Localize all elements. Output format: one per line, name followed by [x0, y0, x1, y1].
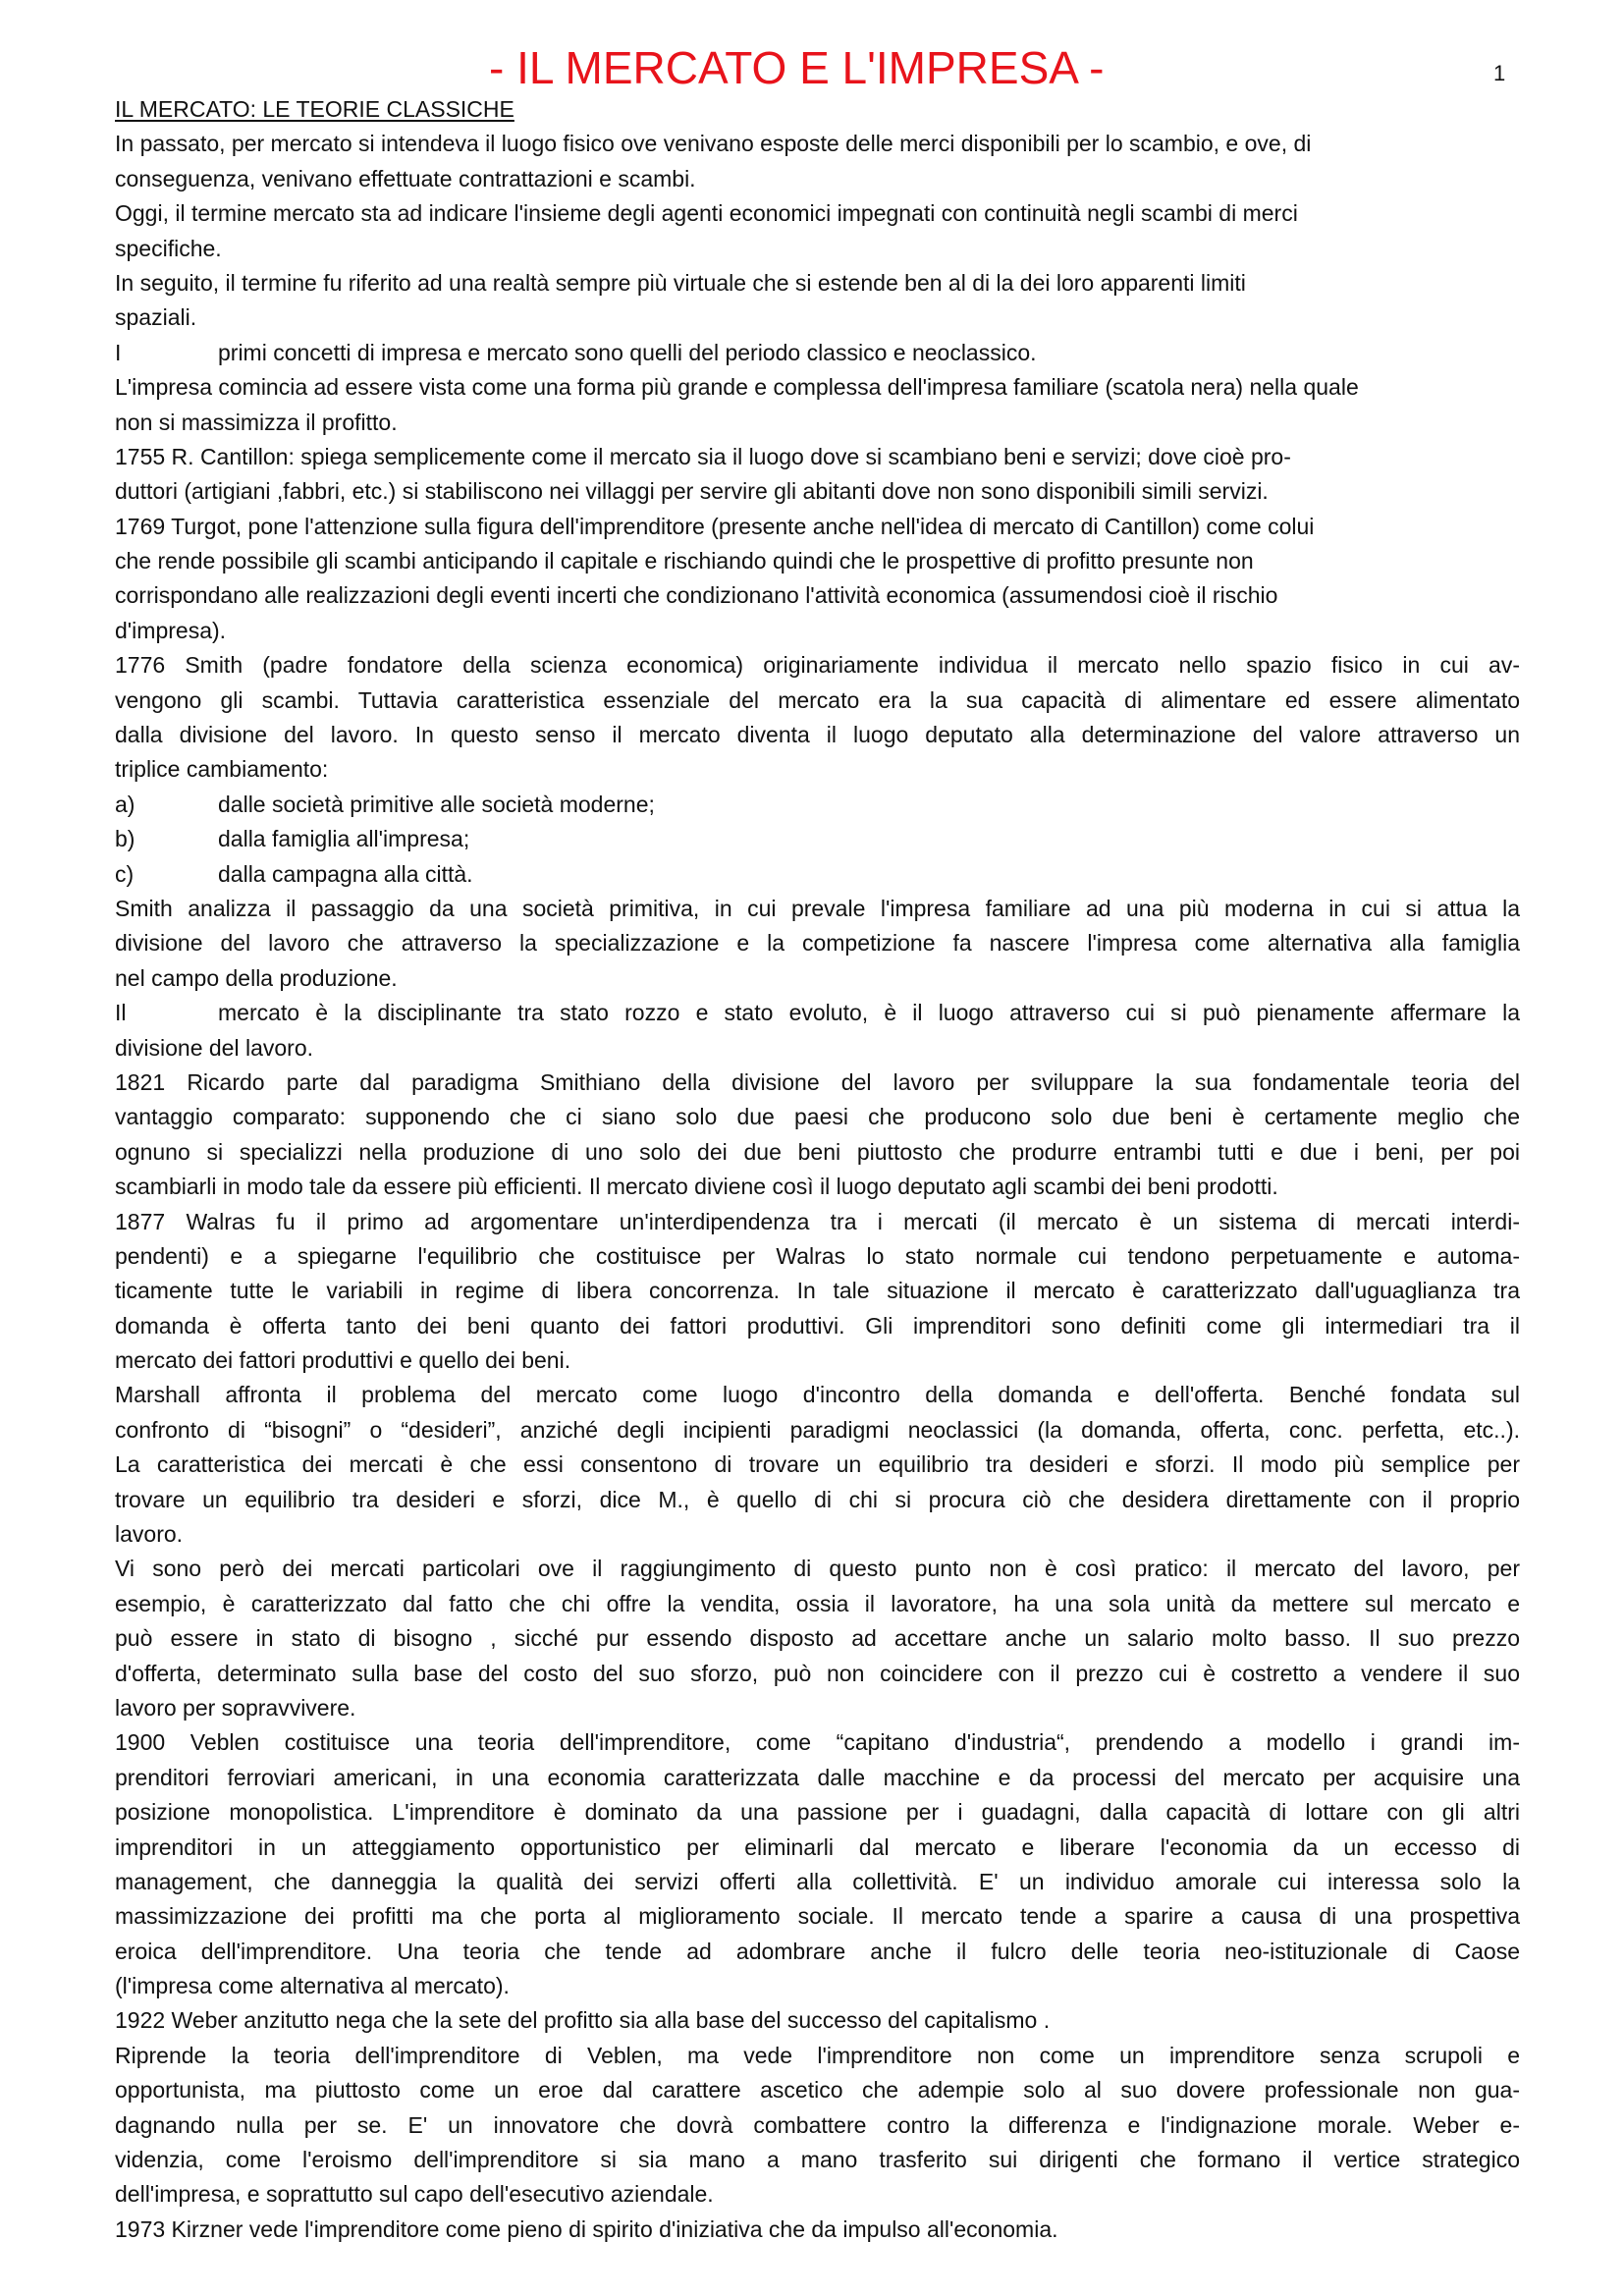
text-line: Vi sono però dei mercati particolari ove il raggiungimento di questo punto non è così pratico: il mercato del lavoro, per [115, 1556, 1520, 1582]
paragraph [115, 648, 1520, 788]
text-line: imprenditori in un atteggiamento opportunistico per eliminarli dal mercato e liberare l'economia da un eccesso di [115, 1833, 1520, 1860]
text-line: d'impresa). [115, 617, 227, 643]
text-line: ognuno si specializzi nella produzione di uno solo dei due beni piuttosto che produrre entrambi tutti e due i beni, per poi [115, 1138, 1520, 1165]
text-line [115, 336, 1520, 370]
list-item [115, 822, 1520, 856]
text-line: 1877 Walras fu il primo ad argomentare un'interdipendenza tra i mercati (il mercato è un sistema di mercati interdi- [115, 1208, 1520, 1234]
text-line: 1973 Kirzner vede l'imprenditore come pieno di spirito d'iniziativa che da impulso all'economia. [115, 2215, 1058, 2242]
text-line-content: primi concetti di impresa e mercato sono quelli del periodo classico e neoclassico. [218, 339, 1037, 365]
paragraph [115, 266, 1520, 336]
paragraph [115, 2213, 1520, 2247]
list-item-text: dalla famiglia all'impresa; [218, 826, 470, 852]
paragraph [115, 370, 1520, 440]
document-title: - IL MERCATO E L'IMPRESA - [489, 42, 1105, 93]
text-line: 1776 Smith (padre fondatore della scienza economica) originariamente individua il mercato nello spazio fisico in cui av- [115, 652, 1520, 679]
paragraph [115, 1552, 1520, 1725]
text-line: posizione monopolistica. L'imprenditore è dominato da una passione per i guadagni, dalla capacità di lottare con gli altri [115, 1799, 1520, 1826]
page-number: 1 [1493, 61, 1506, 85]
text-line: management, che danneggia la qualità dei servizi offerti alla collettività. E' un individuo amorale cui interessa solo la [115, 1868, 1520, 1894]
paragraph [115, 892, 1520, 996]
text-line: dagnando nulla per se. E' un innovatore che dovrà combattere contro la differenza e l'indignazione morale. Weber e- [115, 2111, 1520, 2138]
paragraph [115, 127, 1520, 196]
text-line: In passato, per mercato si intendeva il luogo fisico ove venivano esposte delle merci disponibili per lo scambio, e ove, di [115, 131, 1312, 157]
paragraph [115, 2039, 1520, 2213]
text-line: prenditori ferroviari americani, in una economia caratterizzata dalle macchine e da processi del mercato per acquisire una [115, 1764, 1520, 1790]
paragraph [115, 510, 1520, 649]
text-line: specifiche. [115, 235, 222, 261]
text-line: può essere in stato di bisogno , sicché pur essendo disposto ad accettare anche un salario molto basso. Il suo prezzo [115, 1625, 1520, 1652]
text-line: non si massimizza il profitto. [115, 409, 398, 435]
paragraph [115, 1725, 1520, 2003]
text-line: Smith analizza il passaggio da una società primitiva, in cui prevale l'impresa familiare ad una più moderna in cui si attua la [115, 895, 1520, 921]
text-line: trovare un equilibrio tra desideri e sforzi, dice M., è quello di chi si procura ciò che desidera direttamente con il proprio [115, 1486, 1520, 1512]
text-line: vantaggio comparato: supponendo che ci siano solo due paesi che producono solo due beni è certamente meglio che [115, 1104, 1520, 1130]
text-line: esempio, è caratterizzato dal fatto che chi offre la vendita, ossia il lavoratore, ha una sola unità da mettere sul mercato e [115, 1590, 1520, 1616]
document-body [115, 92, 1520, 2247]
text-line: opportunista, ma piuttosto come un eroe dal carattere ascetico che adempie solo al suo dovere professionale non gua- [115, 2077, 1520, 2104]
text-line: Oggi, il termine mercato sta ad indicare l'insieme degli agenti economici impegnati con continuità negli scambi di merci [115, 200, 1298, 227]
paragraph [115, 196, 1520, 266]
paragraph [115, 2003, 1520, 2038]
paragraph [115, 1378, 1520, 1552]
text-line: triplice cambiamento: [115, 756, 329, 783]
paragraph [115, 996, 1520, 1066]
text-line: 1922 Weber anzitutto nega che la sete del profitto sia alla base del successo del capitalismo . [115, 2007, 1051, 2034]
text-line [115, 996, 1520, 1030]
list-item-text: dalle società primitive alle società moderne; [218, 791, 655, 817]
text-line: 1821 Ricardo parte dal paradigma Smithiano della divisione del lavoro per sviluppare la sua fondamentale teoria del [115, 1068, 1520, 1095]
text-line: 1900 Veblen costituisce una teoria dell'imprenditore, come “capitano d'industria“, prendendo a modello i grandi im- [115, 1729, 1520, 1756]
text-line: d'offerta, determinato sulla base del costo del suo sforzo, può non coincidere con il prezzo cui è costretto a vendere il suo [115, 1660, 1520, 1686]
list-marker: c) [115, 860, 135, 887]
text-line: massimizzazione dei profitti ma che porta al miglioramento sociale. Il mercato tende a sparire a causa di una prospettiva [115, 1903, 1520, 1930]
section-heading: IL MERCATO: LE TEORIE CLASSICHE [115, 96, 514, 122]
text-line: 1755 R. Cantillon: spiega semplicemente come il mercato sia il luogo dove si scambiano beni e servizi; dove cioè pro- [115, 443, 1291, 469]
paragraph [115, 440, 1520, 510]
text-line: divisione del lavoro. [115, 1034, 314, 1061]
list-item [115, 788, 1520, 822]
text-line: duttori (artigiani ,fabbri, etc.) si stabiliscono nei villaggi per servire gli abitanti dove non sono disponibili simili servizi. [115, 478, 1269, 505]
text-line: domanda è offerta tanto dei beni quanto dei fattori produttivi. Gli imprenditori sono definiti come gli intermediari tra il [115, 1312, 1520, 1339]
text-line: In seguito, il termine fu riferito ad una realtà sempre più virtuale che si estende ben al di la dei loro apparenti limiti [115, 269, 1246, 296]
list-marker: a) [115, 791, 135, 817]
text-line: nel campo della produzione. [115, 964, 398, 991]
list [115, 788, 1520, 892]
text-line: dell'impresa, e soprattutto sul capo dell'esecutivo aziendale. [115, 2181, 714, 2208]
text-line: lavoro per sopravvivere. [115, 1694, 356, 1721]
text-line: La caratteristica dei mercati è che essi consentono di trovare un equilibrio tra desideri e sforzi. Il modo più semplice per [115, 1451, 1520, 1478]
text-line: vengono gli scambi. Tuttavia caratteristica essenziale del mercato era la sua capacità di alimentare ed essere alimentato [115, 686, 1520, 713]
text-line: corrispondano alle realizzazioni degli eventi incerti che condizionano l'attività economica (assumendosi cioè il rischio [115, 582, 1278, 609]
paragraph-marker: I [115, 339, 122, 365]
text-line: che rende possibile gli scambi anticipando il capitale e rischiando quindi che le prospettive di profitto presunte non [115, 548, 1254, 574]
list-item [115, 857, 1520, 892]
list-marker: b) [115, 826, 135, 852]
text-line: 1769 Turgot, pone l'attenzione sulla figura dell'imprenditore (presente anche nell'idea di mercato di Cantillon) come colui [115, 513, 1315, 539]
text-line: L'impresa comincia ad essere vista come una forma più grande e complessa dell'impresa familiare (scatola nera) nella quale [115, 374, 1359, 401]
text-line: videnzia, come l'eroismo dell'imprenditore si sia mano a mano trasferito sui dirigenti che formano il vertice strategico [115, 2147, 1520, 2173]
paragraph [115, 336, 1520, 370]
text-line: divisione del lavoro che attraverso la specializzazione e la competizione fa nascere l'impresa come alternativa alla famiglia [115, 930, 1520, 957]
text-line: mercato dei fattori produttivi e quello dei beni. [115, 1347, 571, 1374]
text-line-content: mercato è la disciplinante tra stato rozzo e stato evoluto, è il luogo attraverso cui si può pienamente affermare la [218, 1000, 1520, 1026]
text-line: ticamente tutte le variabili in regime di libera concorrenza. In tale situazione il mercato è caratterizzato dall'uguaglianza tra [115, 1278, 1520, 1304]
text-line: eroica dell'imprenditore. Una teoria che tende ad adombrare anche il fulcro delle teoria neo-istituzionale di Caose [115, 1938, 1520, 1964]
paragraph [115, 1205, 1520, 1379]
text-line: spaziali. [115, 304, 197, 331]
text-line: Riprende la teoria dell'imprenditore di Veblen, ma vede l'imprenditore non come un imprenditore senza scrupoli e [115, 2042, 1520, 2068]
paragraph-marker: Il [115, 1000, 127, 1026]
list-item-text: dalla campagna alla città. [218, 860, 473, 887]
text-line: confronto di “bisogni” o “desideri”, anziché degli incipienti paradigmi neoclassici (la domanda, offerta, conc. perfetta, etc..). [115, 1416, 1520, 1443]
text-line: lavoro. [115, 1521, 184, 1548]
text-line: dalla divisione del lavoro. In questo senso il mercato diventa il luogo deputato alla determinazione del valore attraverso un [115, 722, 1520, 748]
text-line: Marshall affronta il problema del mercato come luogo d'incontro della domanda e dell'offerta. Benché fondata sul [115, 1382, 1520, 1408]
text-line: scambiarli in modo tale da essere più efficienti. Il mercato diviene così il luogo deputato agli scambi dei beni prodotti. [115, 1174, 1278, 1200]
text-line: pendenti) e a spiegarne l'equilibrio che costituisce per Walras lo stato normale cui tendono perpetuamente e automa- [115, 1242, 1520, 1269]
paragraph [115, 1066, 1520, 1205]
text-line: conseguenza, venivano effettuate contrattazioni e scambi. [115, 165, 696, 191]
text-line: (l'impresa come alternativa al mercato). [115, 1973, 510, 1999]
